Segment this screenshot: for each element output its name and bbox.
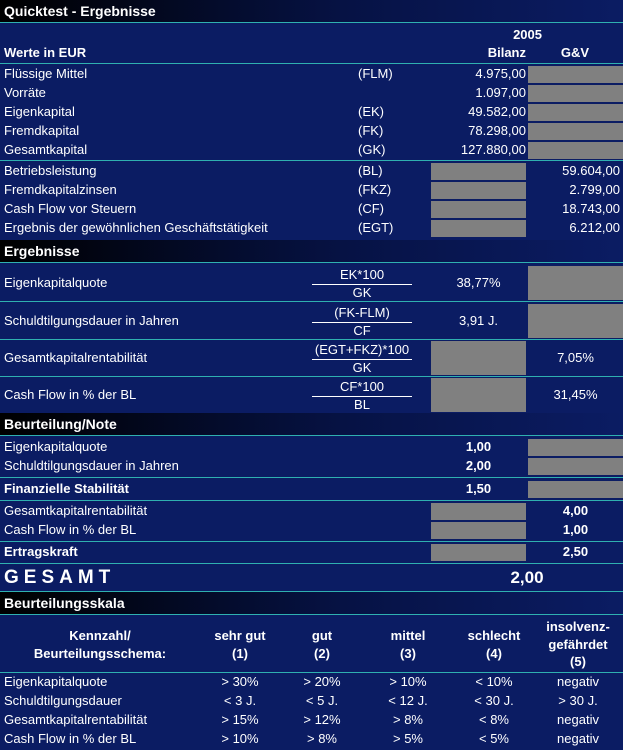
result-bilanz: 38,77%	[456, 275, 501, 290]
grey-cell	[528, 458, 623, 475]
grading-title: Beurteilung/Note	[4, 416, 117, 432]
scale-row-value: < 30 J.	[474, 693, 514, 708]
scale-row-value: < 5 J.	[305, 693, 339, 708]
scale-head-label-2: Beurteilungsschema:	[33, 646, 167, 661]
input-row-abbr: (FKZ)	[358, 182, 392, 197]
grey-cell	[528, 304, 623, 338]
scale-head-line3: (1)	[232, 646, 248, 661]
grey-cell	[431, 544, 526, 561]
scale-row-value: < 3 J.	[223, 693, 257, 708]
scale-row-value: > 10%	[221, 731, 259, 746]
scale-title: Beurteilungsskala	[4, 595, 125, 611]
formula-denominator: BL	[354, 397, 370, 412]
input-row-abbr: (FLM)	[358, 66, 393, 81]
title-bar	[0, 0, 623, 22]
scale-head-line2: mittel	[390, 628, 426, 643]
scale-row-label: Gesamtkapitalrentabilität	[4, 712, 148, 727]
grey-cell	[431, 182, 526, 199]
total-label: GESAMT	[4, 567, 116, 588]
scale-head-line1: insolvenz-	[546, 619, 610, 634]
grading-bilanz: 1,00	[465, 439, 492, 454]
input-row-label: Gesamtkapital	[4, 142, 88, 157]
grading-label: Finanzielle Stabilität	[4, 481, 129, 496]
scale-head-line2: schlecht	[467, 628, 521, 643]
scale-header	[0, 592, 623, 614]
scale-row-value: > 30%	[221, 674, 259, 689]
scale-row-value: < 10%	[475, 674, 513, 689]
grading-guv: 1,00	[562, 522, 589, 537]
scale-head-label-1: Kennzahl/	[69, 628, 131, 643]
input-row-label: Vorräte	[4, 85, 46, 100]
divider	[0, 376, 623, 377]
grey-cell	[431, 163, 526, 180]
divider	[0, 500, 623, 501]
input-row-guv: 59.604,00	[562, 163, 620, 178]
input-row-label: Fremdkapitalzinsen	[4, 182, 117, 197]
grey-cell	[528, 266, 623, 300]
grey-cell	[431, 220, 526, 237]
grading-label: Gesamtkapitalrentabilität	[4, 503, 148, 518]
scale-row-label: Schuldtilgungsdauer	[4, 693, 122, 708]
result-label: Schuldtilgungsdauer in Jahren	[4, 313, 179, 328]
scale-head-line3: (4)	[486, 646, 502, 661]
input-row-abbr: (EK)	[358, 104, 384, 119]
input-row-bilanz: 4.975,00	[475, 66, 526, 81]
result-bilanz: 3,91 J.	[458, 313, 499, 328]
scale-head-line3: (3)	[400, 646, 416, 661]
input-row-label: Flüssige Mittel	[4, 66, 88, 81]
formula-denominator: GK	[352, 285, 372, 300]
input-row-guv: 2.799,00	[569, 182, 620, 197]
input-row-label: Cash Flow vor Steuern	[4, 201, 137, 216]
result-label: Gesamtkapitalrentabilität	[4, 350, 148, 365]
scale-row-value: negativ	[557, 674, 599, 689]
input-row-label: Ergebnis der gewöhnlichen Geschäftstätigkeit	[4, 220, 268, 235]
col-bilanz-label: Bilanz	[487, 45, 526, 60]
results-title: Ergebnisse	[4, 243, 80, 259]
scale-row-value: > 12%	[303, 712, 341, 727]
input-row-label: Fremdkapital	[4, 123, 80, 138]
formula-denominator: GK	[352, 360, 372, 375]
formula-numerator: EK*100	[339, 267, 385, 282]
scale-row-value: > 5%	[393, 731, 423, 746]
currency-label: Werte in EUR	[4, 45, 87, 60]
input-row-abbr: (GK)	[358, 142, 386, 157]
scale-row-value: < 5%	[479, 731, 509, 746]
formula-denominator: CF	[353, 323, 371, 338]
grey-cell	[431, 522, 526, 539]
formula-numerator: (FK-FLM)	[334, 305, 390, 320]
scale-row-value: > 20%	[303, 674, 341, 689]
grading-label: Eigenkapitalquote	[4, 439, 108, 454]
input-row-label: Eigenkapital	[4, 104, 75, 119]
scale-row-value: < 12 J.	[388, 693, 428, 708]
grading-bilanz: 2,00	[465, 458, 492, 473]
scale-row-value: negativ	[557, 731, 599, 746]
input-row-guv: 6.212,00	[569, 220, 620, 235]
scale-row-value: > 8%	[393, 712, 423, 727]
grading-guv: 2,50	[562, 544, 589, 559]
divider	[0, 563, 623, 564]
scale-head-line3: (5)	[570, 654, 586, 669]
grading-label: Cash Flow in % der BL	[4, 522, 137, 537]
formula-numerator: (EGT+FKZ)*100	[314, 342, 410, 357]
grey-cell	[431, 503, 526, 520]
results-header	[0, 240, 623, 262]
input-row-bilanz: 49.582,00	[468, 104, 526, 119]
page-title: Quicktest - Ergebnisse	[4, 3, 156, 19]
scale-row-value: > 8%	[307, 731, 337, 746]
grey-cell	[528, 85, 623, 102]
input-row-label: Betriebsleistung	[4, 163, 97, 178]
scale-row-value: > 10%	[389, 674, 427, 689]
grading-label: Ertragskraft	[4, 544, 78, 559]
total-value: 2,00	[510, 568, 544, 587]
grey-cell	[528, 142, 623, 159]
divider	[0, 541, 623, 542]
grey-cell	[431, 378, 526, 412]
input-row-bilanz: 127.880,00	[460, 142, 526, 157]
grey-cell	[431, 341, 526, 375]
scale-row-value: negativ	[557, 712, 599, 727]
input-row-abbr: (CF)	[358, 201, 384, 216]
grey-cell	[528, 439, 623, 456]
grey-cell	[528, 104, 623, 121]
input-row-bilanz: 1.097,00	[475, 85, 526, 100]
result-guv: 31,45%	[553, 387, 598, 402]
scale-head-line3: (2)	[314, 646, 330, 661]
grey-cell	[431, 201, 526, 218]
divider	[0, 160, 623, 161]
input-row-abbr: (EGT)	[358, 220, 394, 235]
scale-row-value: < 8%	[479, 712, 509, 727]
scale-row-value: > 30 J.	[558, 693, 598, 708]
scale-head-line2: gefährdet	[548, 637, 608, 652]
scale-row-label: Eigenkapitalquote	[4, 674, 108, 689]
divider	[0, 301, 623, 302]
scale-row-label: Cash Flow in % der BL	[4, 731, 137, 746]
grading-bilanz: 1,50	[465, 481, 492, 496]
result-label: Eigenkapitalquote	[4, 275, 108, 290]
result-guv: 7,05%	[557, 350, 594, 365]
formula-numerator: CF*100	[339, 379, 385, 394]
grey-cell	[528, 123, 623, 140]
grading-label: Schuldtilgungsdauer in Jahren	[4, 458, 179, 473]
grading-header	[0, 413, 623, 435]
divider	[0, 339, 623, 340]
year-label: 2005	[513, 27, 542, 42]
result-label: Cash Flow in % der BL	[4, 387, 137, 402]
col-guv-label: G&V	[560, 45, 590, 60]
grey-cell	[528, 66, 623, 83]
scale-row-value: > 15%	[221, 712, 259, 727]
scale-head-line2: sehr gut	[214, 628, 266, 643]
input-row-bilanz: 78.298,00	[468, 123, 526, 138]
scale-head-line2: gut	[311, 628, 333, 643]
divider	[0, 477, 623, 478]
grey-cell	[528, 481, 623, 498]
input-row-guv: 18.743,00	[562, 201, 620, 216]
input-row-abbr: (FK)	[358, 123, 384, 138]
grading-guv: 4,00	[562, 503, 589, 518]
input-row-abbr: (BL)	[358, 163, 383, 178]
